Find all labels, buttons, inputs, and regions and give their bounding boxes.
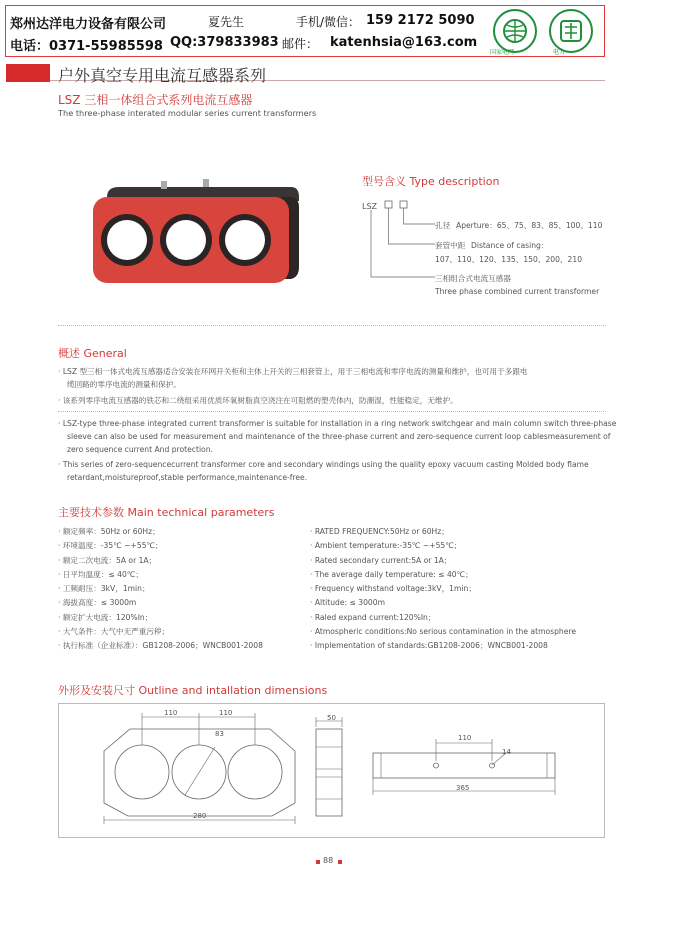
tel-number[interactable]: 电话：0371-55985598 [10,39,163,54]
title-accent-bar [6,64,50,82]
general-cn-1b: 缆回路的零序电流的测量和保护。 [67,380,181,389]
param-en: · Raled expand current:120%In； [310,612,436,622]
params-cn-list [58,525,263,654]
param-en: · RATED FREQUENCY:50Hz or 60Hz； [310,527,449,536]
general-en-1c: zero sequence current And protection. [67,445,213,454]
power-icon [551,11,591,51]
distance-values: 107、110、120、135、150、200、210 [435,255,583,264]
param-cn: · 环境温度：-35℃ ~+55℃； [58,541,163,551]
general-en-2b: retardant,moistureproof,stable performance,maintenance-free. [67,473,308,482]
page-number: 88 [323,856,334,865]
dim-280: 280 [193,812,207,820]
contact-person: 夏先生 [208,15,245,29]
param-en: · Ambient temperature:-35℃ ~+55℃； [310,541,462,551]
param-en: · Altitude: ≤ 3000m [310,598,385,608]
page-number-marker [338,860,342,864]
dim-110-right: 110 [219,709,233,717]
product-photo [85,175,315,290]
general-cn-1a: · LSZ 型三相一体式电流互感器适合安装在环网开关柜和主体上开关的三相套管上，用于三相电流和零序电流的测量和维护，也可用于多跟电 [58,367,528,376]
param-en: · The average daily temperature: ≤ 40℃； [310,569,473,579]
qq-number[interactable]: QQ:379833983 [170,35,279,50]
param-cn: · 额定频率：50Hz or 60Hz； [58,527,160,536]
general-en-1a: · LSZ-type three-phase integrated current transformer is suitable for installation in a ring network switchgear and main column switch three-phase [58,419,617,428]
page-number-marker [316,860,320,864]
globe-icon [495,11,535,51]
param-cn: · 额定二次电流：5A or 1A； [58,555,157,565]
email-address[interactable]: katenhsia@163.com [330,35,478,50]
type-description-heading: 型号含义 Type description [362,175,500,188]
dim-83: 83 [215,730,224,738]
email-label: 邮件： [282,37,319,51]
param-en: · Frequency withstand voltage:3kV，1min； [310,584,476,594]
aperture-cn: 孔径 [435,221,451,230]
logo-right-label: 电力 [553,49,566,56]
dim-110-top: 110 [458,734,472,742]
param-cn: · 额定扩大电流：120%In； [58,612,153,622]
phone-label: 手机/微信： [296,15,361,29]
company-name: 郑州达洋电力设备有限公司 [10,17,167,32]
model-code: LSZ [362,202,378,211]
series-title-en: The three-phase interated modular series current transformers [58,108,317,118]
param-en: · Rated secondary current:5A or 1A； [310,555,452,565]
param-en: · Implementation of standards:GB1208-2006；WNCB001-2008 [310,641,548,651]
dim-14: 14 [502,748,511,756]
params-heading: 主要技术参数 Main technical parameters [58,506,275,519]
phone-number[interactable]: 159 2172 5090 [366,13,475,28]
logo-left-label: 国家电网 [490,49,515,56]
divider-dotted [58,325,606,326]
param-cn: · 海拔高度：≤ 3000m [58,598,137,608]
param-en: · Atmospheric conditions:No serious contamination in the atmosphere [310,627,577,637]
outline-drawing [58,703,603,836]
combined-cn: 三相组合式电流互感器 [435,274,511,283]
page-title: 户外真空专用电流互感器系列 [58,66,267,85]
aperture-values: Aperture：65、75、83、85、100、110 [456,221,603,230]
general-cn-2: · 该系列零序电流互感器的铁芯和二绕组采用优质环氧树脂真空浇注在可阻燃的塑壳体内，防潮湿，性能稳定，无维护。 [58,396,458,405]
combined-en: Three phase combined current transformer [435,287,600,296]
general-en-2a: · This series of zero-sequencecurrent transformer core and secondary windings using the quality epoxy vacuum casting Molded body flame [58,460,589,469]
param-cn: · 执行标准（企业标准）：GB1208-2006；WNCB001-2008 [58,641,263,651]
dim-365: 365 [456,784,470,792]
distance-en: Distance of casing： [471,241,549,250]
series-title-cn: LSZ 三相一体组合式系列电流互感器 [58,93,253,107]
dim-50: 50 [327,714,336,722]
param-cn: · 日平均温度：≤ 40℃； [58,569,143,579]
divider-dotted [58,411,606,412]
general-heading: 概述 General [58,347,127,360]
param-cn: · 大气条件：大气中无严重污秽； [58,627,170,637]
general-en-1b: sleeve can also be used for measurement and maintenance of the three-phase current and zero-sequence current loop cablesmeasurement of [67,432,611,441]
dim-110-left: 110 [164,709,178,717]
params-en-list [310,525,576,654]
param-cn: · 工频耐压：3kV，1min； [58,584,150,594]
distance-cn: 套管中距 [435,241,466,250]
outline-heading: 外形及安装尺寸 Outline and intallation dimensions [58,684,328,697]
